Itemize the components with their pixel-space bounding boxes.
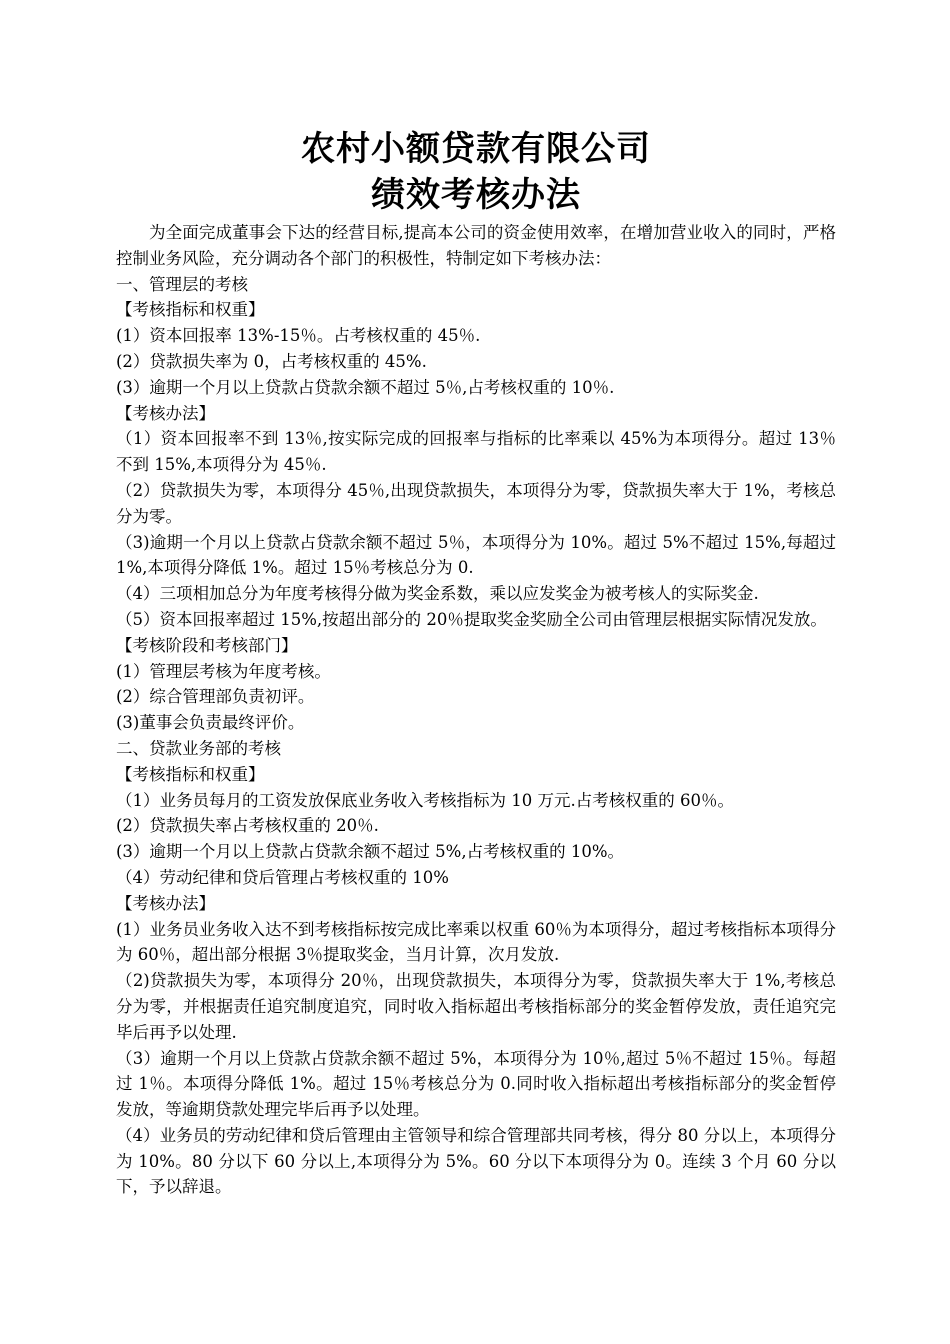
document-title-line1: 农村小额贷款有限公司	[301, 129, 651, 169]
section-heading-management: 一、管理层的考核	[116, 274, 248, 294]
list-item: （4）业务员的劳动纪律和贷后管理由主管领导和综合管理部共同考核，得分 80 分以上，本项得分为 10%。80 分以下 60 分以上,本项得分为 5%。60 分以下本项得分为 0。连续 3 个月 60 分以下，予以辞退。	[116, 1125, 836, 1197]
list-item: (1）资本回报率 13%-15％。占考核权重的 45％.	[116, 326, 481, 346]
list-item: （2）贷款损失为零，本项得分 45％,出现贷款损失，本项得分为零，贷款损失率大于 1%，考核总分为零。	[116, 480, 836, 526]
list-item: (2）综合管理部负责初评。	[116, 687, 315, 707]
subheading-methods: 【考核办法】	[116, 403, 215, 423]
section-heading-loan-dept: 二、贷款业务部的考核	[116, 738, 281, 758]
list-item: (1）管理层考核为年度考核。	[116, 661, 331, 681]
list-item: (3)董事会负责最终评价。	[116, 713, 305, 733]
subheading-indicators: 【考核指标和权重】	[116, 764, 265, 784]
list-item: （2)贷款损失为零，本项得分 20％，出现贷款损失，本项得分为零，贷款损失率大于 1%,考核总分为零，并根据责任追究制度追究，同时收入指标超出考核指标部分的奖金暂停发放，责任追究完毕后再予以处理.	[116, 971, 836, 1042]
list-item: （3）逾期一个月以上贷款占贷款余额不超过 5%，本项得分为 10％,超过 5％不超过 15％。每超过 1％。本项得分降低 1%。超过 15％考核总分为 0.同时收入指标超出考核指标部分的奖金暂停发放，等逾期贷款处理完毕后再予以处理。	[116, 1048, 836, 1120]
document-page	[116, 126, 836, 1200]
list-item: (2）贷款损失率占考核权重的 20％.	[116, 816, 379, 836]
intro-paragraph: 为全面完成董事会下达的经营目标,提高本公司的资金使用效率，在增加营业收入的同时，严格控制业务风险，充分调动各个部门的积极性，特制定如下考核办法：	[116, 223, 836, 268]
list-item: （1）资本回报率不到 13％,按实际完成的回报率与指标的比率乘以 45%为本项得分。超过 13％不到 15%,本项得分为 45％.	[116, 429, 836, 475]
list-item: (2）贷款损失率为 0，占考核权重的 45%.	[116, 351, 427, 371]
list-item: (3）逾期一个月以上贷款占贷款余额不超过 5％,占考核权重的 10％.	[116, 377, 615, 397]
list-item: （3)逾期一个月以上贷款占贷款余额不超过 5％，本项得分为 10%。超过 5%不超过 15%,每超过 1%,本项得分降低 1%。超过 15％考核总分为 0.	[116, 532, 836, 578]
list-item: （4）劳动纪律和贷后管理占考核权重的 10%	[116, 867, 449, 887]
list-item: （4）三项相加总分为年度考核得分做为奖金系数，乘以应发奖金为被考核人的实际奖金.	[116, 584, 759, 604]
list-item: （5）资本回报率超过 15%,按超出部分的 20％提取奖金奖励全公司由管理层根据实际情况发放。	[116, 609, 827, 629]
list-item: （1）业务员每月的工资发放保底业务收入考核指标为 10 万元.占考核权重的 60％。	[116, 790, 734, 810]
subheading-methods: 【考核办法】	[116, 893, 215, 913]
list-item: (3）逾期一个月以上贷款占贷款余额不超过 5%,占考核权重的 10%。	[116, 842, 625, 862]
subheading-stages: 【考核阶段和考核部门】	[116, 635, 298, 655]
subheading-indicators: 【考核指标和权重】	[116, 300, 265, 320]
list-item: (1）业务员业务收入达不到考核指标按完成比率乘以权重 60％为本项得分，超过考核指标本项得分为 60％，超出部分根据 3％提取奖金，当月计算，次月发放.	[116, 919, 836, 965]
document-title-line2: 绩效考核办法	[371, 175, 581, 215]
document-body	[116, 220, 836, 1200]
